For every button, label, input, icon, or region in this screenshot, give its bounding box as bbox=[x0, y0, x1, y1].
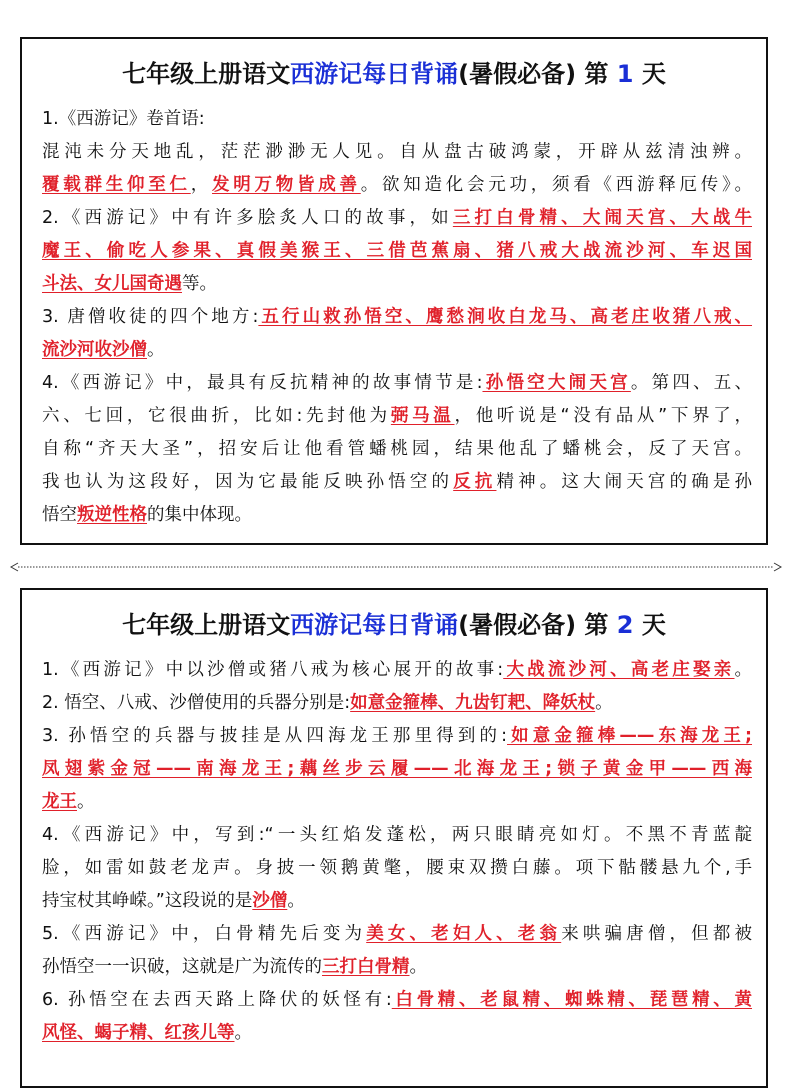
highlighted-answer: 覆载群生仰至仁 bbox=[42, 175, 191, 195]
line-text: 混沌未分天地乱，茫茫渺渺无人见。自从盘古破鸿蒙，开辟从兹清浊辨。 bbox=[42, 142, 752, 162]
text-line bbox=[42, 367, 752, 400]
highlighted-answer: 孙悟空大闹天宫 bbox=[482, 373, 631, 393]
title-end: 天 bbox=[633, 60, 666, 88]
day-number: 1 bbox=[616, 60, 634, 88]
highlighted-answer: 如意金箍棒、九齿钉耙、降妖杖 bbox=[350, 693, 596, 713]
line-text: 。 bbox=[734, 660, 753, 680]
text-line bbox=[42, 852, 752, 885]
line-text: 。欲知造化会元功，须看《西游释厄传》。 bbox=[360, 175, 752, 195]
highlighted-answer: 三打白骨精 bbox=[322, 957, 410, 977]
text-line bbox=[42, 1017, 752, 1050]
text-line bbox=[42, 301, 752, 334]
text-line bbox=[42, 103, 752, 136]
line-text: 悟空 bbox=[42, 505, 77, 525]
title-suffix: (暑假必备) 第 bbox=[458, 611, 617, 639]
highlighted-answer: 沙僧 bbox=[252, 891, 288, 911]
text-line bbox=[42, 136, 752, 169]
day-1-card bbox=[20, 37, 768, 545]
dotted-divider bbox=[10, 559, 782, 575]
highlighted-answer: 发明万物皆成善 bbox=[212, 175, 361, 195]
line-text: 6. 孙悟空在去西天路上降伏的妖怪有: bbox=[42, 990, 392, 1010]
line-text: 。 bbox=[147, 340, 165, 360]
text-line bbox=[42, 400, 752, 433]
line-text: 孙悟空一一识破，这就是广为流传的 bbox=[42, 957, 322, 977]
highlighted-answer: 美女、老妇人、老翁 bbox=[366, 924, 562, 944]
text-line bbox=[42, 654, 752, 687]
text-line bbox=[42, 720, 752, 753]
highlighted-answer: 三打白骨精、大闹天宫、大战牛 bbox=[452, 208, 752, 228]
text-line bbox=[42, 786, 752, 819]
line-text: 2. 悟空、八戒、沙僧使用的兵器分别是: bbox=[42, 693, 351, 713]
line-text: 1.《西游记》中以沙僧或猪八戒为核心展开的故事: bbox=[42, 660, 504, 680]
line-text: 。 bbox=[409, 957, 427, 977]
text-line bbox=[42, 334, 752, 367]
text-line bbox=[42, 984, 752, 1017]
title-suffix: (暑假必备) 第 bbox=[458, 60, 617, 88]
text-line bbox=[42, 753, 752, 786]
text-line bbox=[42, 433, 752, 466]
line-text: 的集中体现。 bbox=[147, 505, 252, 525]
line-text: 。 bbox=[595, 693, 613, 713]
title-blue-text: 西游记每日背诵 bbox=[290, 60, 459, 88]
highlighted-answer: 斗法、女儿国奇遇 bbox=[42, 274, 182, 294]
text-line bbox=[42, 235, 752, 268]
day-1-title bbox=[22, 59, 766, 89]
text-line bbox=[42, 918, 752, 951]
title-blue-text: 西游记每日背诵 bbox=[290, 611, 459, 639]
text-line bbox=[42, 819, 752, 852]
title-prefix: 七年级上册语文 bbox=[122, 60, 291, 88]
day-1-content bbox=[22, 103, 766, 532]
highlighted-answer: 大战流沙河、高老庄娶亲 bbox=[503, 660, 735, 680]
line-text: 。第四、五、 bbox=[630, 373, 753, 393]
line-text: 5.《西游记》中，白骨精先后变为 bbox=[42, 924, 367, 944]
text-line bbox=[42, 466, 752, 499]
day-2-content bbox=[22, 654, 766, 1050]
line-text: 等。 bbox=[182, 274, 217, 294]
highlighted-answer: 五行山救孙悟空、鹰愁涧收白龙马、高老庄收猪八戒、 bbox=[258, 307, 753, 327]
line-text: 。 bbox=[287, 891, 305, 911]
text-line bbox=[42, 268, 752, 301]
highlighted-answer: 如意金箍棒——东海龙王; bbox=[507, 726, 753, 746]
text-line bbox=[42, 885, 752, 918]
text-line bbox=[42, 202, 752, 235]
highlighted-answer: 白骨精、老鼠精、蜘蛛精、琵琶精、黄 bbox=[391, 990, 753, 1010]
line-text: 4.《西游记》中，写到:“一头红焰发蓬松，两只眼睛亮如灯。不黑不青蓝靛 bbox=[42, 825, 752, 845]
highlighted-answer: 流沙河收沙僧 bbox=[42, 340, 147, 360]
line-text: 我也认为这段好，因为它最能反映孙悟空的 bbox=[42, 472, 454, 492]
line-text: 精神。这大闹天宫的确是孙 bbox=[496, 472, 752, 492]
line-text: 。 bbox=[77, 792, 95, 812]
text-line bbox=[42, 687, 752, 720]
line-text: ， bbox=[190, 175, 212, 195]
highlighted-answer: 风怪、蝎子精、红孩儿等 bbox=[42, 1023, 235, 1043]
line-text: 持宝杖其峥嵘。”这段说的是 bbox=[42, 891, 253, 911]
line-text: 来哄骗唐僧，但都被 bbox=[561, 924, 753, 944]
line-text: 。 bbox=[234, 1023, 252, 1043]
highlighted-answer: 凤翅紫金冠——南海龙王;藕丝步云履——北海龙王;锁子黄金甲——西海 bbox=[42, 759, 752, 779]
day-number: 2 bbox=[616, 611, 634, 639]
line-text: 自称“齐天大圣”，招安后让他看管蟠桃园，结果他乱了蟠桃会，反了天宫。 bbox=[42, 439, 752, 459]
day-2-title bbox=[22, 610, 766, 640]
line-text: 六、七回，它很曲折，比如:先封他为 bbox=[42, 406, 391, 426]
highlighted-answer: 魔王、偷吃人参果、真假美猴王、三借芭蕉扇、猪八戒大战流沙河、车迟国 bbox=[42, 241, 752, 261]
highlighted-answer: 反抗 bbox=[453, 472, 497, 492]
day-2-card bbox=[20, 588, 768, 1088]
title-end: 天 bbox=[633, 611, 666, 639]
line-text: 2.《西游记》中有许多脍炙人口的故事，如 bbox=[42, 208, 453, 228]
line-text: 脸，如雷如鼓老龙声。身披一领鹅黄氅，腰束双攒白藤。项下骷髅悬九个,手 bbox=[42, 858, 752, 878]
title-prefix: 七年级上册语文 bbox=[122, 611, 291, 639]
text-line bbox=[42, 951, 752, 984]
highlighted-answer: 弼马温 bbox=[390, 406, 455, 426]
line-text: 3. 唐僧收徒的四个地方: bbox=[42, 307, 259, 327]
text-line bbox=[42, 169, 752, 202]
highlighted-answer: 叛逆性格 bbox=[77, 505, 147, 525]
line-text: 1.《西游记》卷首语: bbox=[42, 109, 205, 129]
line-text: 4.《西游记》中，最具有反抗精神的故事情节是: bbox=[42, 373, 483, 393]
text-line bbox=[42, 499, 752, 532]
highlighted-answer: 龙王 bbox=[42, 792, 77, 812]
line-text: ，他听说是“没有品从”下界了， bbox=[454, 406, 752, 426]
line-text: 3. 孙悟空的兵器与披挂是从四海龙王那里得到的: bbox=[42, 726, 508, 746]
